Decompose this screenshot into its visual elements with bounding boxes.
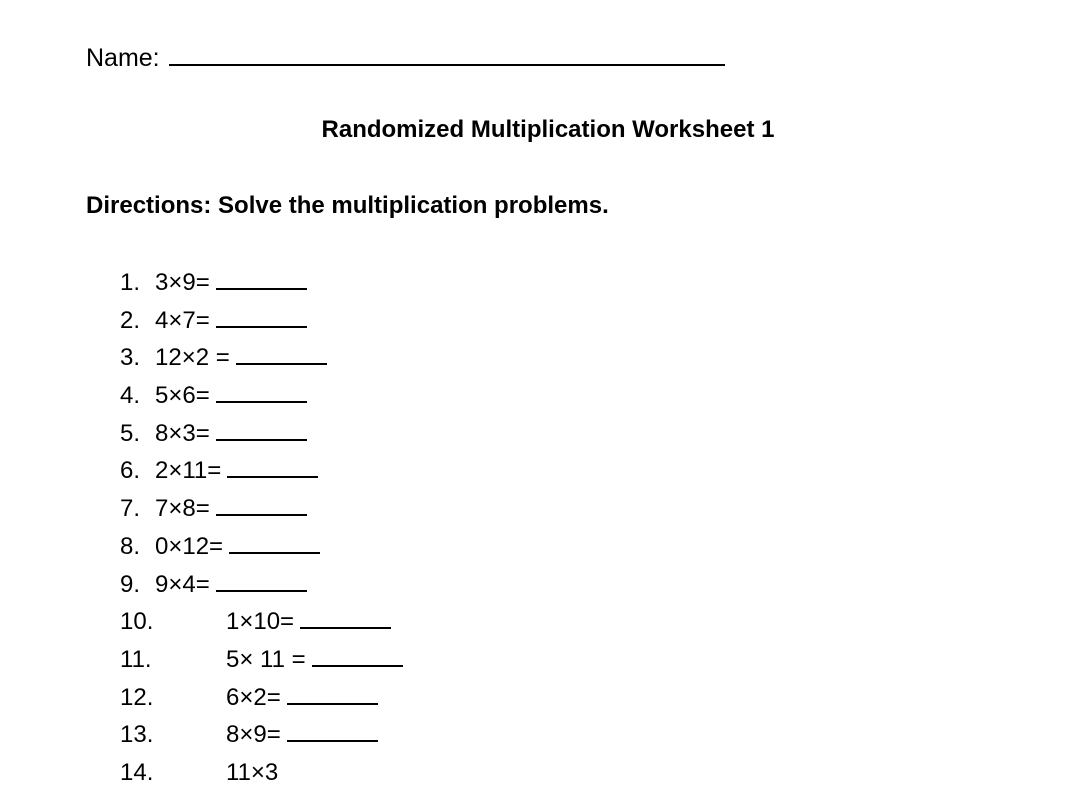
- problem-item: [120, 490, 403, 528]
- problem-item: [120, 302, 403, 340]
- problem-expression: 1×10=: [226, 608, 295, 636]
- name-row: [86, 38, 725, 74]
- problem-item: [120, 716, 403, 754]
- problem-expression: 6×2=: [226, 683, 281, 711]
- answer-blank: [216, 490, 307, 516]
- problem-number: 1.: [120, 269, 141, 296]
- answer-blank: [300, 603, 391, 629]
- problem-number: 11.: [120, 645, 152, 673]
- answer-blank: [216, 415, 307, 441]
- problem-item: [120, 339, 403, 377]
- problem-item: [120, 415, 403, 453]
- problem-list: [120, 264, 403, 792]
- problem-expression: 0×12=: [155, 532, 224, 560]
- problem-number: 13.: [120, 721, 154, 749]
- problem-expression: 4×7=: [155, 306, 210, 334]
- problem-number: 3.: [120, 344, 141, 372]
- problem-number: 6.: [120, 457, 141, 485]
- answer-blank: [287, 716, 378, 742]
- directions-text: Directions: Solve the multiplication problems.: [86, 192, 609, 219]
- answer-blank: [229, 528, 320, 554]
- problem-expression: 7×8=: [155, 495, 210, 523]
- problem-expression: 2×11=: [155, 457, 222, 485]
- problem-expression: 11×3: [226, 758, 279, 786]
- name-label: Name:: [86, 44, 160, 72]
- problem-item: [120, 641, 403, 679]
- answer-blank: [216, 302, 307, 328]
- problem-number: 2.: [120, 306, 141, 334]
- problem-number: 4.: [120, 382, 141, 410]
- problem-expression: 8×9=: [226, 721, 281, 749]
- problem-number: 9.: [120, 570, 141, 598]
- answer-blank: [216, 377, 307, 403]
- problem-number: 7.: [120, 495, 141, 523]
- name-blank-line: [169, 38, 725, 66]
- problem-item: [120, 528, 403, 566]
- problem-item: [120, 603, 403, 641]
- problem-number: 8.: [120, 532, 141, 560]
- problem-expression: 3×9=: [155, 269, 210, 296]
- problem-number: 12.: [120, 683, 154, 711]
- answer-blank: [287, 679, 378, 705]
- answer-blank: [216, 566, 307, 592]
- problem-expression: 8×3=: [155, 419, 210, 447]
- answer-blank: [236, 339, 327, 365]
- answer-blank: [216, 264, 307, 290]
- problem-expression: 9×4=: [155, 570, 210, 598]
- problem-number: 10.: [120, 608, 154, 636]
- problem-number: 14.: [120, 758, 154, 786]
- problem-item: [120, 452, 403, 490]
- problem-expression: 5×6=: [155, 382, 210, 410]
- problem-item: [120, 264, 403, 302]
- problem-number: 5.: [120, 419, 141, 447]
- problem-item: [120, 679, 403, 717]
- problem-item: [120, 566, 403, 604]
- worksheet-title: Randomized Multiplication Worksheet 1: [321, 116, 775, 143]
- answer-blank: [227, 452, 318, 478]
- problem-expression: 12×2 =: [155, 344, 230, 372]
- problem-item: [120, 377, 403, 415]
- answer-blank: [312, 641, 403, 667]
- problem-expression: 5× 11 =: [226, 645, 306, 673]
- problem-item: [120, 754, 403, 792]
